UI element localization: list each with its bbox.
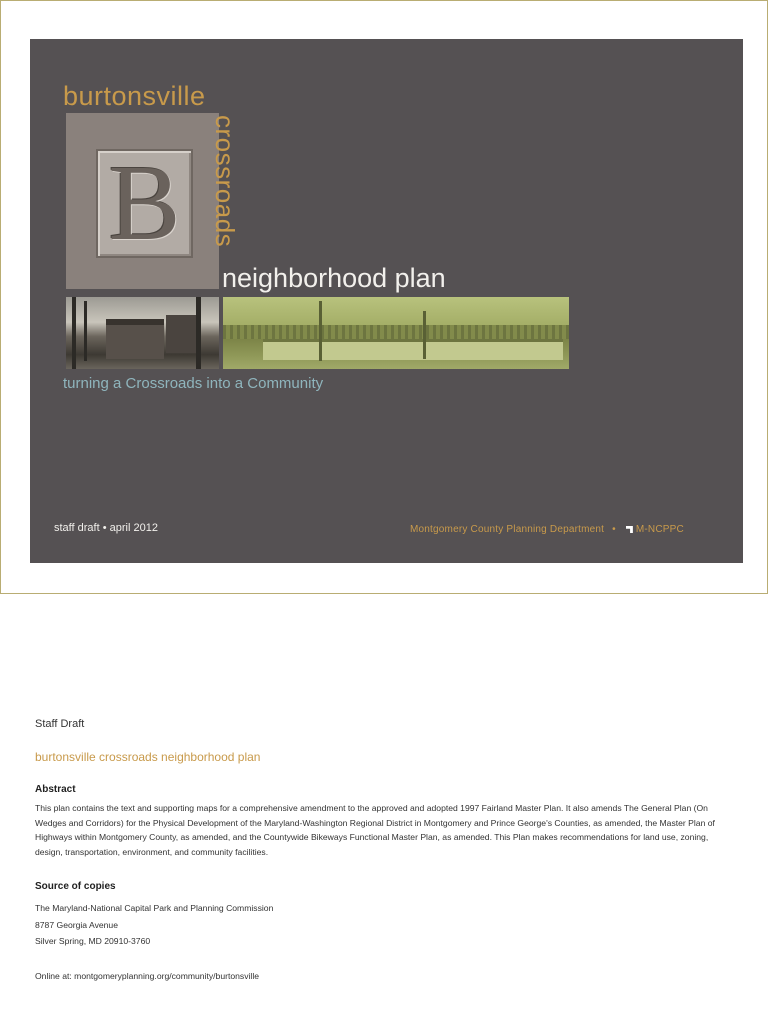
address-line-organization: The Maryland-National Capital Park and Planning Commission <box>35 903 274 913</box>
source-heading: Source of copies <box>35 881 116 892</box>
agency-name: M-NCPPC <box>635 524 684 535</box>
cover-tagline: turning a Crossroads into a Community <box>63 375 324 392</box>
document-label: Staff Draft <box>35 718 85 730</box>
footer-separator: • <box>612 524 616 535</box>
monogram-letter: B <box>108 144 181 263</box>
abstract-heading: Abstract <box>35 784 76 795</box>
address-block <box>35 900 273 950</box>
online-link[interactable]: Online at: montgomeryplanning.org/community/burtonsville <box>35 971 260 981</box>
address-line-city: Silver Spring, MD 20910-3760 <box>35 936 151 946</box>
monogram-plate <box>96 144 193 263</box>
cover-draft-date: staff draft • april 2012 <box>54 522 158 534</box>
document-title: burtonsville crossroads neighborhood plan <box>35 750 261 764</box>
mncppc-logo-icon <box>626 526 633 533</box>
department-name: Montgomery County Planning Department <box>410 524 605 535</box>
cover-footer <box>410 525 684 535</box>
abstract-text: This plan contains the text and supporting maps for a comprehensive amendment to the approved and adopted 1997 Fairland Master Plan. It also amends The General Plan (On Wedges and Corridors) for the Physical Development of the Maryland-Washington Regional District in Montgomery and Prince George's Counties, as amended, the Master Plan of Highways within Montgomery County, as amended, and the Countywide Bikeways Functional Master Plan, as amended. This Plan makes recommendations for land use, zoning, design, transportation, environment, and community facilities. <box>35 803 715 857</box>
cover-title-neighborhood-plan: neighborhood plan <box>222 263 446 293</box>
cover-page <box>30 39 743 563</box>
cover-title-burtonsville: burtonsville <box>63 81 206 111</box>
shopping-center-photo <box>223 297 569 369</box>
historic-photo <box>66 297 219 369</box>
monogram-block <box>66 113 219 289</box>
cover-title-crossroads: crossroads <box>210 115 240 248</box>
address-line-street: 8787 Georgia Avenue <box>35 919 118 930</box>
